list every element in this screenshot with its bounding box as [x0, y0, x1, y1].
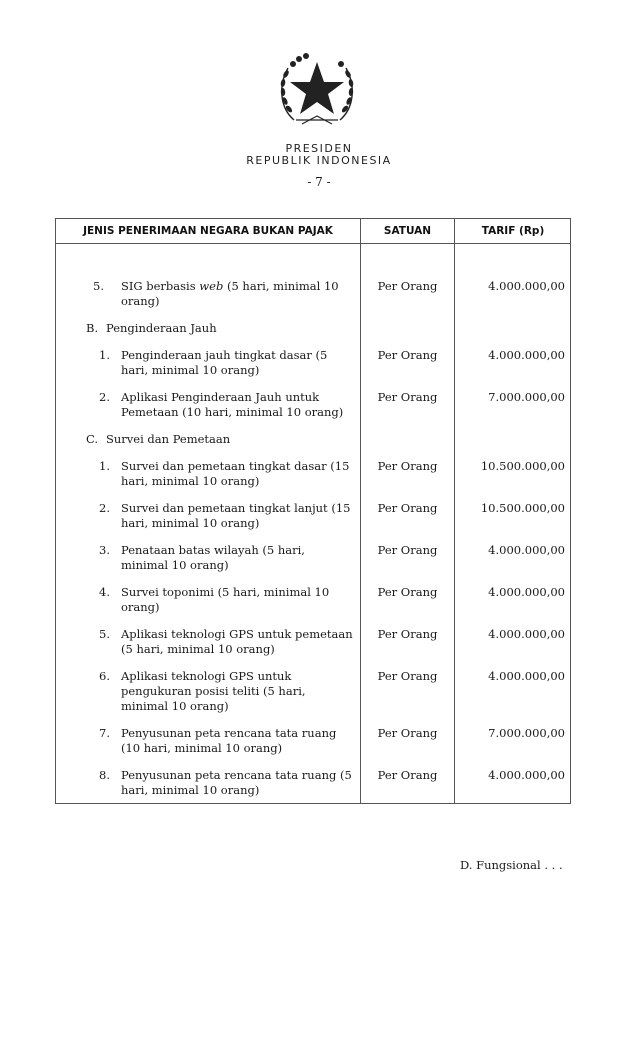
item-unit: Per Orang: [377, 585, 438, 599]
item-unit: Per Orang: [377, 348, 438, 362]
item-number: 3.: [99, 543, 110, 557]
item-tariff: 4.000.000,00: [488, 279, 565, 293]
item-number: 1.: [99, 459, 110, 473]
section-title: Survei dan Pemetaan: [106, 432, 231, 446]
item-description: Penataan batas wilayah (5 hari, minimal 10 orang): [121, 543, 305, 572]
item-description: Penyusunan peta rencana tata ruang (5 hari, minimal 10 orang): [121, 768, 352, 797]
tariff-table: [55, 218, 571, 804]
item-unit: Per Orang: [377, 627, 438, 641]
item-number: 6.: [99, 669, 110, 683]
item-description: Survei dan pemetaan tingkat lanjut (15 hari, minimal 10 orang): [121, 501, 351, 530]
item-description: Survei dan pemetaan tingkat dasar (15 hari, minimal 10 orang): [121, 459, 350, 488]
item-number: 1.: [99, 348, 110, 362]
item-tariff: 4.000.000,00: [488, 669, 565, 683]
item-tariff: 4.000.000,00: [488, 627, 565, 641]
item-description: Penyusunan peta rencana tata ruang (10 hari, minimal 10 orang): [121, 726, 337, 755]
item-description: Survei toponimi (5 hari, minimal 10 orang): [121, 585, 330, 614]
header-subtitle: REPUBLIK INDONESIA: [246, 154, 392, 167]
column-header-unit: SATUAN: [383, 225, 432, 237]
item-tariff: 4.000.000,00: [488, 585, 565, 599]
item-unit: Per Orang: [377, 501, 438, 515]
garuda-emblem-icon: [272, 50, 362, 128]
item-tariff: 4.000.000,00: [488, 543, 565, 557]
item-number: 8.: [99, 768, 110, 782]
item-number: 5.: [99, 627, 110, 641]
item-description: Aplikasi Penginderaan Jauh untuk Pemetaan (10 hari, minimal 10 orang): [121, 390, 344, 419]
item-description: SIG berbasis web (5 hari, minimal 10 orang): [121, 279, 339, 308]
item-tariff: 7.000.000,00: [488, 726, 565, 740]
item-unit: Per Orang: [377, 669, 438, 683]
section-label: C.: [86, 432, 99, 446]
item-unit: Per Orang: [377, 390, 438, 404]
header-title: PRESIDEN: [285, 142, 353, 155]
header-divider: [56, 243, 570, 244]
item-tariff: 7.000.000,00: [488, 390, 565, 404]
item-tariff: 10.500.000,00: [480, 501, 565, 515]
item-number: 4.: [99, 585, 110, 599]
item-unit: Per Orang: [377, 459, 438, 473]
continuation-note: D. Fungsional . . .: [460, 858, 563, 872]
item-unit: Per Orang: [377, 768, 438, 782]
item-number: 5.: [93, 279, 104, 293]
item-description: Aplikasi teknologi GPS untuk pengukuran posisi teliti (5 hari, minimal 10 orang): [121, 669, 306, 713]
item-tariff: 10.500.000,00: [480, 459, 565, 473]
item-number: 2.: [99, 390, 110, 404]
item-unit: Per Orang: [377, 543, 438, 557]
section-label: B.: [86, 321, 99, 335]
item-unit: Per Orang: [377, 726, 438, 740]
item-tariff: 4.000.000,00: [488, 768, 565, 782]
item-number: 7.: [99, 726, 110, 740]
page-number: - 7 -: [307, 175, 331, 189]
item-description: Aplikasi teknologi GPS untuk pemetaan (5 hari, minimal 10 orang): [121, 627, 353, 656]
column-header-type: JENIS PENERIMAAN NEGARA BUKAN PAJAK: [83, 225, 333, 237]
section-title: Penginderaan Jauh: [106, 321, 217, 335]
item-unit: Per Orang: [377, 279, 438, 293]
item-number: 2.: [99, 501, 110, 515]
item-description: Penginderaan jauh tingkat dasar (5 hari, minimal 10 orang): [121, 348, 328, 377]
column-header-tariff: TARIF (Rp): [481, 225, 545, 237]
item-tariff: 4.000.000,00: [488, 348, 565, 362]
